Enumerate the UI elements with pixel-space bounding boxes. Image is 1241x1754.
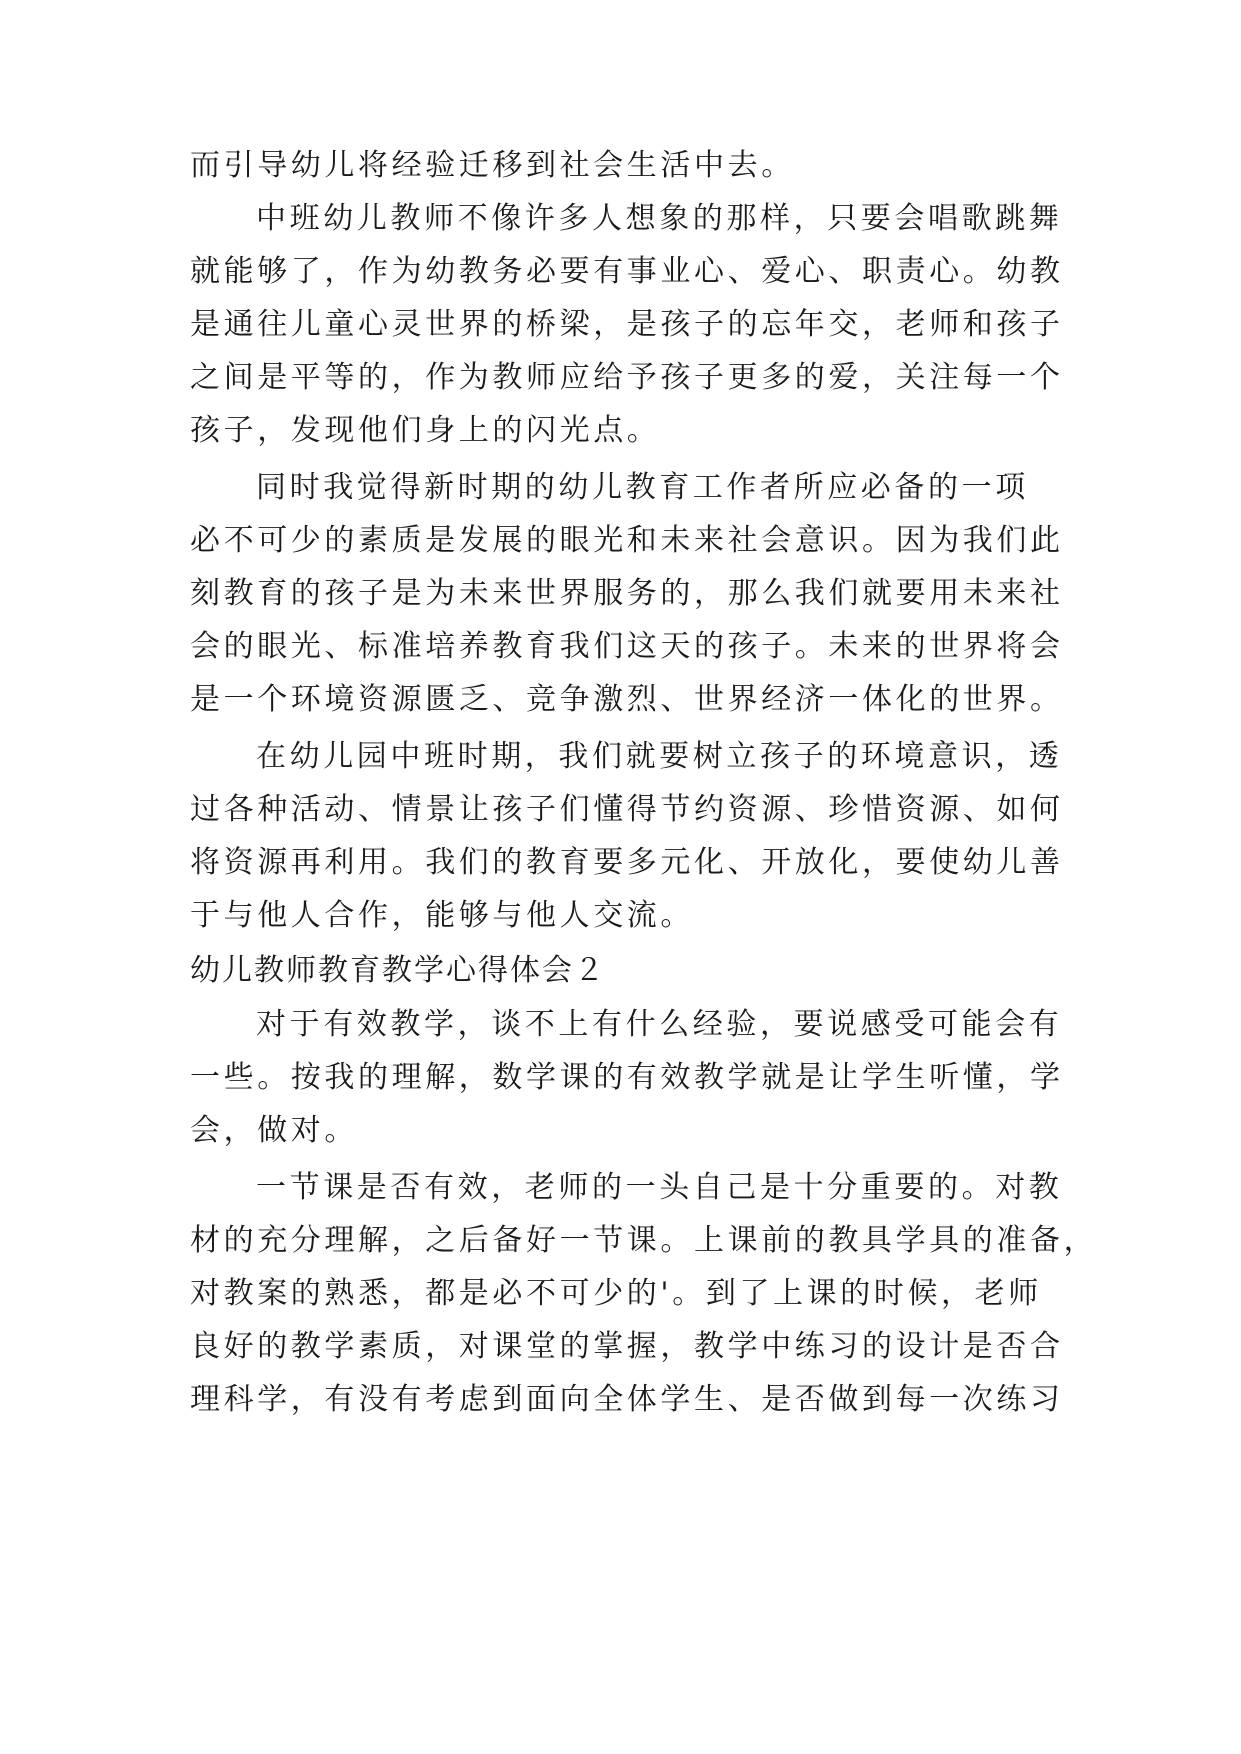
text-line: 将资源再利用。我们的教育要多元化、开放化，要使幼儿善	[190, 845, 1064, 880]
text-line: 就能够了，作为幼教务必要有事业心、爱心、职责心。幼教	[190, 254, 1064, 289]
text-line: 材的充分理解，之后备好一节课。上课前的教具学具的准备，	[190, 1223, 1098, 1258]
text-line: 而引导幼儿将经验迁移到社会生活中去。	[190, 148, 795, 183]
section-heading: 幼儿教师教育教学心得体会２	[190, 953, 606, 988]
text-line: 必不可少的素质是发展的眼光和未来社会意识。因为我们此	[190, 523, 1064, 558]
text-line: 对教案的熟悉，都是必不可少的'。到了上课的时候，老师	[190, 1276, 1042, 1311]
text-line: 会，做对。	[190, 1113, 358, 1148]
text-line: 刻教育的孩子是为未来世界服务的，那么我们就要用未来社	[190, 576, 1064, 611]
text-line: 于与他人合作，能够与他人交流。	[190, 898, 694, 933]
text-line: 一些。按我的理解，数学课的有效教学就是让学生听懂，学	[190, 1060, 1064, 1095]
text-line: 过各种活动、情景让孩子们懂得节约资源、珍惜资源、如何	[190, 792, 1064, 827]
text-line: 之间是平等的，作为教师应给予孩子更多的爱，关注每一个	[190, 360, 1064, 395]
text-line: 会的眼光、标准培养教育我们这天的孩子。未来的世界将会	[190, 629, 1064, 664]
text-line: 在幼儿园中班时期，我们就要树立孩子的环境意识，透	[256, 739, 1063, 774]
text-line: 孩子，发现他们身上的闪光点。	[190, 413, 661, 448]
text-line: 中班幼儿教师不像许多人想象的那样，只要会唱歌跳舞	[256, 201, 1063, 236]
text-line: 良好的教学素质，对课堂的掌握，教学中练习的设计是否合	[190, 1329, 1064, 1364]
text-line: 同时我觉得新时期的幼儿教育工作者所应必备的一项	[256, 470, 1029, 505]
text-line: 是一个环境资源匮乏、竞争激烈、世界经济一体化的世界。	[190, 682, 1064, 717]
text-line: 理科学，有没有考虑到面向全体学生、是否做到每一次练习	[190, 1382, 1064, 1417]
text-line: 对于有效教学，谈不上有什么经验，要说感受可能会有	[256, 1007, 1063, 1042]
text-line: 一节课是否有效，老师的一头自己是十分重要的。对教	[256, 1170, 1063, 1205]
text-line: 是通往儿童心灵世界的桥梁，是孩子的忘年交，老师和孩子	[190, 307, 1064, 342]
